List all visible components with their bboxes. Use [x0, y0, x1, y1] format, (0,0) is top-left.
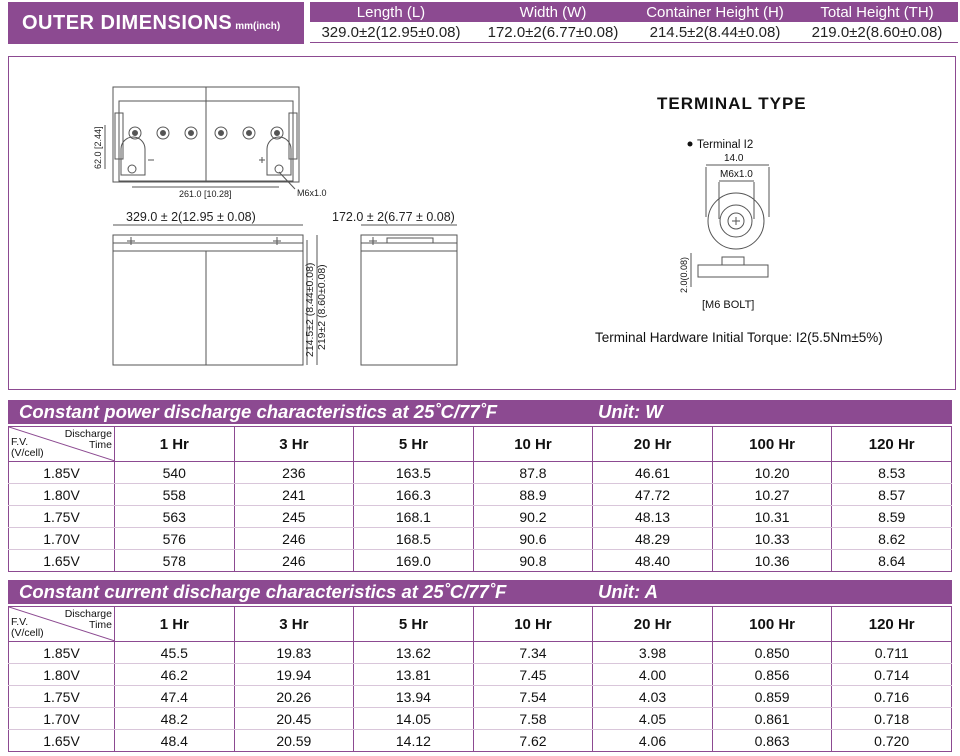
current-section-title: Constant current discharge characteristics at 25˚C/77˚F — [19, 581, 507, 602]
current-section-unit: Unit: A — [598, 581, 658, 602]
table-row — [9, 528, 952, 550]
column-header: 1 Hr — [115, 427, 235, 462]
value-cell: 10.27 — [712, 484, 832, 506]
value-cell: 7.58 — [473, 708, 593, 730]
dim-label-bolt: M6x1.0 — [297, 188, 327, 198]
value-cell: 10.33 — [712, 528, 832, 550]
table-row — [9, 642, 952, 664]
column-header: 3 Hr — [234, 427, 354, 462]
corner-cell-label: (V/cell) — [11, 447, 44, 459]
value-cell: 563 — [115, 506, 235, 528]
dim-col-total-height: Total Height (TH) — [796, 2, 958, 22]
column-header: 120 Hr — [832, 607, 952, 642]
value-cell: 90.8 — [473, 550, 593, 572]
value-cell: 7.45 — [473, 664, 593, 686]
value-cell: 13.94 — [354, 686, 474, 708]
terminal-height: 2.0(0.08) — [679, 256, 689, 293]
terminal-detail-drawing — [691, 165, 769, 287]
value-cell: 0.711 — [832, 642, 952, 664]
value-cell: 4.05 — [593, 708, 713, 730]
value-cell: 540 — [115, 462, 235, 484]
power-section-unit: Unit: W — [598, 401, 663, 422]
value-cell: 47.72 — [593, 484, 713, 506]
value-cell: 13.81 — [354, 664, 474, 686]
column-header: 5 Hr — [354, 427, 474, 462]
dim-val-container-height: 214.5±2(8.44±0.08) — [634, 22, 796, 43]
final-voltage-cell: 1.65V — [9, 730, 115, 752]
value-cell: 576 — [115, 528, 235, 550]
top-view — [105, 87, 299, 189]
value-cell: 163.5 — [354, 462, 474, 484]
value-cell: 0.861 — [712, 708, 832, 730]
power-discharge-table — [8, 426, 952, 572]
value-cell: 166.3 — [354, 484, 474, 506]
value-cell: 19.83 — [234, 642, 354, 664]
value-cell: 558 — [115, 484, 235, 506]
dim-col-width: Width (W) — [472, 2, 634, 22]
column-header: 3 Hr — [234, 607, 354, 642]
terminal-name: Terminal I2 — [697, 139, 754, 151]
terminal-width: 14.0 — [724, 153, 744, 164]
value-cell: 47.4 — [115, 686, 235, 708]
value-cell: 0.720 — [832, 730, 952, 752]
value-cell: 46.61 — [593, 462, 713, 484]
column-header: 100 Hr — [712, 607, 832, 642]
value-cell: 0.859 — [712, 686, 832, 708]
value-cell: 20.45 — [234, 708, 354, 730]
corner-fv: F.V. — [11, 616, 29, 628]
value-cell: 7.62 — [473, 730, 593, 752]
dim-col-length: Length (L) — [310, 2, 472, 22]
value-cell: 0.863 — [712, 730, 832, 752]
corner-discharge: Discharge — [64, 608, 112, 620]
current-discharge-table — [8, 606, 952, 752]
final-voltage-cell: 1.80V — [9, 664, 115, 686]
value-cell: 246 — [234, 528, 354, 550]
table-row — [9, 462, 952, 484]
value-cell: 88.9 — [473, 484, 593, 506]
column-header: 10 Hr — [473, 607, 593, 642]
table-row — [9, 506, 952, 528]
value-cell: 4.06 — [593, 730, 713, 752]
value-cell: 10.31 — [712, 506, 832, 528]
value-cell: 48.2 — [115, 708, 235, 730]
terminal-type-title: TERMINAL TYPE — [657, 94, 807, 113]
value-cell: 0.856 — [712, 664, 832, 686]
value-cell: 169.0 — [354, 550, 474, 572]
column-header: 20 Hr — [593, 427, 713, 462]
value-cell: 14.05 — [354, 708, 474, 730]
value-cell: 0.716 — [832, 686, 952, 708]
front-view — [113, 225, 317, 365]
corner-discharge: Discharge — [64, 428, 112, 440]
value-cell: 0.718 — [832, 708, 952, 730]
value-cell: 168.5 — [354, 528, 474, 550]
dim-val-length: 329.0±2(12.95±0.08) — [310, 22, 472, 43]
terminal-bolt: [M6 BOLT] — [702, 299, 755, 311]
value-cell: 246 — [234, 550, 354, 572]
bullet-icon — [688, 142, 693, 147]
value-cell: 48.13 — [593, 506, 713, 528]
dim-label-container-height: 214.5±2 (8.44±0.08) — [304, 262, 316, 357]
value-cell: 7.34 — [473, 642, 593, 664]
final-voltage-cell: 1.65V — [9, 550, 115, 572]
dimensions-header-row — [310, 2, 958, 22]
dimensions-table — [310, 2, 958, 43]
dim-col-container-height: Container Height (H) — [634, 2, 796, 22]
value-cell: 8.62 — [832, 528, 952, 550]
value-cell: 241 — [234, 484, 354, 506]
value-cell: 13.62 — [354, 642, 474, 664]
column-header: 5 Hr — [354, 607, 474, 642]
dim-label-side-width: 172.0 ± 2(6.77 ± 0.08) — [332, 210, 455, 224]
final-voltage-cell: 1.80V — [9, 484, 115, 506]
torque-note: Terminal Hardware Initial Torque: I2(5.5Nm±5%) — [595, 330, 883, 345]
value-cell: 3.98 — [593, 642, 713, 664]
table-row — [9, 664, 952, 686]
power-section-title: Constant power discharge characteristics at 25˚C/77˚F — [19, 401, 498, 422]
column-header: 120 Hr — [832, 427, 952, 462]
value-cell: 245 — [234, 506, 354, 528]
value-cell: 48.4 — [115, 730, 235, 752]
corner-cell — [9, 427, 115, 462]
value-cell: 45.5 — [115, 642, 235, 664]
value-cell: 7.54 — [473, 686, 593, 708]
power-header-row — [9, 427, 952, 462]
final-voltage-cell: 1.85V — [9, 462, 115, 484]
value-cell: 8.53 — [832, 462, 952, 484]
value-cell: 90.6 — [473, 528, 593, 550]
current-section-header — [8, 580, 952, 604]
final-voltage-cell: 1.75V — [9, 506, 115, 528]
value-cell: 14.12 — [354, 730, 474, 752]
current-header-row — [9, 607, 952, 642]
table-row — [9, 484, 952, 506]
final-voltage-cell: 1.85V — [9, 642, 115, 664]
value-cell: 8.57 — [832, 484, 952, 506]
table-row — [9, 686, 952, 708]
value-cell: 236 — [234, 462, 354, 484]
value-cell: 19.94 — [234, 664, 354, 686]
dim-label-top-height: 62.0 [2.44] — [93, 126, 103, 169]
battery-drawing — [9, 57, 957, 391]
corner-time: Time — [89, 619, 112, 631]
value-cell: 10.20 — [712, 462, 832, 484]
column-header: 20 Hr — [593, 607, 713, 642]
corner-cell — [9, 607, 115, 642]
final-voltage-cell: 1.75V — [9, 686, 115, 708]
value-cell: 10.36 — [712, 550, 832, 572]
table-row — [9, 730, 952, 752]
value-cell: 4.03 — [593, 686, 713, 708]
value-cell: 0.850 — [712, 642, 832, 664]
outer-dimensions-title — [8, 2, 304, 44]
column-header: 100 Hr — [712, 427, 832, 462]
terminal-thread: M6x1.0 — [720, 169, 753, 180]
column-header: 1 Hr — [115, 607, 235, 642]
corner-time: Time — [89, 439, 112, 451]
dim-label-top-span: 261.0 [10.28] — [179, 189, 232, 199]
table-row — [9, 550, 952, 572]
dim-label-front-width: 329.0 ± 2(12.95 ± 0.08) — [126, 210, 256, 224]
value-cell: 8.59 — [832, 506, 952, 528]
diagram-panel — [8, 56, 956, 390]
value-cell: 578 — [115, 550, 235, 572]
value-cell: 4.00 — [593, 664, 713, 686]
column-header: 10 Hr — [473, 427, 593, 462]
value-cell: 87.8 — [473, 462, 593, 484]
value-cell: 8.64 — [832, 550, 952, 572]
value-cell: 168.1 — [354, 506, 474, 528]
dim-label-total-height: 219±2 (8.60±0.08) — [316, 264, 328, 350]
dim-val-width: 172.0±2(6.77±0.08) — [472, 22, 634, 43]
corner-fv: F.V. — [11, 436, 29, 448]
value-cell: 48.40 — [593, 550, 713, 572]
value-cell: 48.29 — [593, 528, 713, 550]
dim-val-total-height: 219.0±2(8.60±0.08) — [796, 22, 958, 43]
title-text: OUTER DIMENSIONS — [22, 11, 233, 34]
value-cell: 20.59 — [234, 730, 354, 752]
value-cell: 0.714 — [832, 664, 952, 686]
power-section-header — [8, 400, 952, 424]
dimensions-value-row — [310, 22, 958, 43]
value-cell: 46.2 — [115, 664, 235, 686]
final-voltage-cell: 1.70V — [9, 528, 115, 550]
side-view — [361, 225, 457, 365]
corner-cell-label: (V/cell) — [11, 627, 44, 639]
title-unit: mm(inch) — [235, 20, 281, 32]
final-voltage-cell: 1.70V — [9, 708, 115, 730]
table-row — [9, 708, 952, 730]
value-cell: 20.26 — [234, 686, 354, 708]
value-cell: 90.2 — [473, 506, 593, 528]
